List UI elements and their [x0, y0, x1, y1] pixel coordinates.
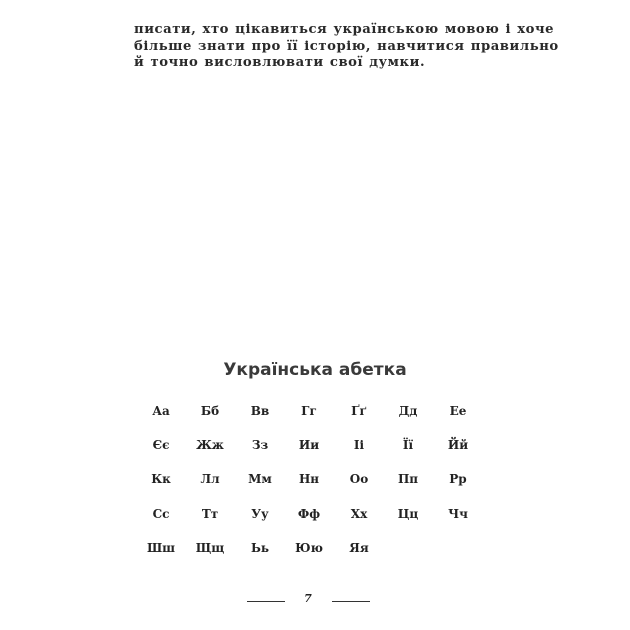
paragraph-line: більше знати про її історію, навчитися правильно	[134, 38, 559, 54]
letter-cell: Її	[402, 438, 414, 452]
page-footer	[0, 590, 630, 610]
letter-cell: Зз	[251, 438, 269, 452]
letter-cell: Жж	[196, 438, 224, 452]
body-paragraph	[134, 22, 559, 72]
letter-cell: Юю	[295, 541, 323, 555]
letter-cell: Яя	[349, 541, 369, 555]
letter-cell: Пп	[397, 472, 419, 486]
letter-cell: Бб	[200, 404, 220, 418]
letter-cell: Рр	[449, 472, 467, 486]
page-number: 7	[304, 592, 312, 605]
paragraph-line: й точно висловлювати свої думки.	[134, 55, 426, 70]
letter-cell: Хх	[350, 507, 368, 521]
letter-cell: Цц	[397, 507, 419, 521]
letter-cell: Сс	[152, 507, 170, 521]
letter-cell: Дд	[398, 404, 418, 418]
section-title: Українська абетка	[223, 360, 407, 380]
letter-cell: Мм	[248, 472, 272, 486]
letter-cell: Чч	[448, 507, 468, 521]
letter-cell: Гг	[301, 404, 317, 418]
letter-cell: Лл	[200, 472, 220, 486]
letter-cell: Оо	[349, 472, 369, 486]
footer-rule-left	[247, 601, 285, 602]
letter-cell: Уу	[251, 507, 269, 521]
letter-cell: Кк	[151, 472, 171, 486]
letter-cell: Шш	[146, 541, 176, 555]
letter-cell: Єє	[152, 438, 170, 452]
footer-rule-right	[332, 601, 370, 602]
letter-cell: Ґґ	[351, 404, 367, 418]
letter-cell: Аа	[152, 404, 170, 418]
letter-cell: Вв	[250, 404, 270, 418]
letter-cell: Ии	[298, 438, 320, 452]
letter-cell: Ее	[449, 404, 467, 418]
letter-cell: Нн	[298, 472, 320, 486]
letter-cell: Тт	[201, 507, 219, 521]
letter-cell: Фф	[297, 507, 321, 521]
letter-cell: Щщ	[195, 541, 225, 555]
letter-cell: Ьь	[250, 541, 270, 555]
letter-cell: Йй	[447, 438, 469, 452]
paragraph-line: писати, хто цікавиться українською мовою і хоче	[134, 22, 555, 37]
letter-cell: Іі	[353, 438, 365, 452]
